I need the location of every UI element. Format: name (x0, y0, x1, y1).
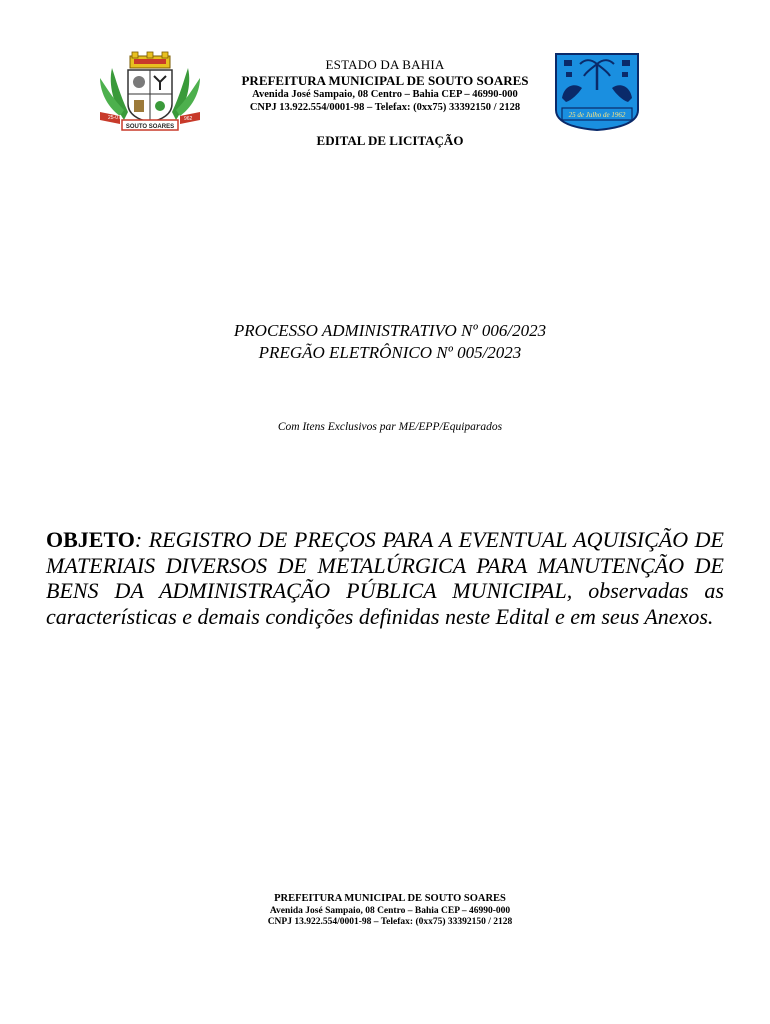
header-cnpj: CNPJ 13.922.554/0001-98 – Telefax: (0xx75) 33392150 / 2128 (249, 102, 521, 113)
pregao-number: PREGÃO ELETRÔNICO Nº 005/2023 (258, 343, 522, 362)
document-title: EDITAL DE LICITAÇÃO (316, 133, 464, 148)
footer-address: Avenida José Sampaio, 08 Centro – Bahia CEP – 46990-000 (269, 906, 511, 916)
header-state: ESTADO DA BAHIA (325, 57, 445, 72)
header-prefeitura: PREFEITURA MUNICIPAL DE SOUTO SOARES (241, 73, 529, 88)
footer-cnpj: CNPJ 13.922.554/0001-98 – Telefax: (0xx75) 33392150 / 2128 (267, 917, 513, 927)
exclusive-note: Com Itens Exclusivos par ME/EPP/Equiparados (277, 421, 503, 433)
header-address: Avenida José Sampaio, 08 Centro – Bahia CEP – 46990-000 (252, 89, 518, 100)
shield-icon (128, 70, 172, 122)
ribbon-year-right: 962 (184, 116, 193, 122)
process-number: PROCESSO ADMINISTRATIVO Nº 006/2023 (233, 321, 547, 340)
footer-prefeitura: PREFEITURA MUNICIPAL DE SOUTO SOARES (274, 893, 506, 904)
palm-leaves-right-icon (172, 68, 200, 120)
palm-leaves-left-icon (100, 68, 128, 120)
objeto-label: OBJETO (46, 527, 135, 552)
ribbon-year-left: 25-07 (108, 115, 121, 121)
ribbon-text: SOUTO SOARES (125, 124, 175, 130)
process-block (130, 320, 650, 364)
objeto-paragraph (46, 527, 724, 629)
emblem-banner-text: 25 de Julho de 1962 (568, 111, 626, 119)
municipal-coat-of-arms-logo (94, 50, 206, 134)
objeto-text: : REGISTRO DE PREÇOS PARA A EVENTUAL AQUISIÇÃO DE MATERIAIS DIVERSOS DE METALÚRGICA PARA MANUTENÇÃO DE BENS DA ADMINISTRAÇÃO PÚBLICA MUNICIPAL, observadas as características e demais condições definidas neste Edital e em seus Anexos. (46, 527, 724, 629)
crown-icon (130, 52, 170, 68)
